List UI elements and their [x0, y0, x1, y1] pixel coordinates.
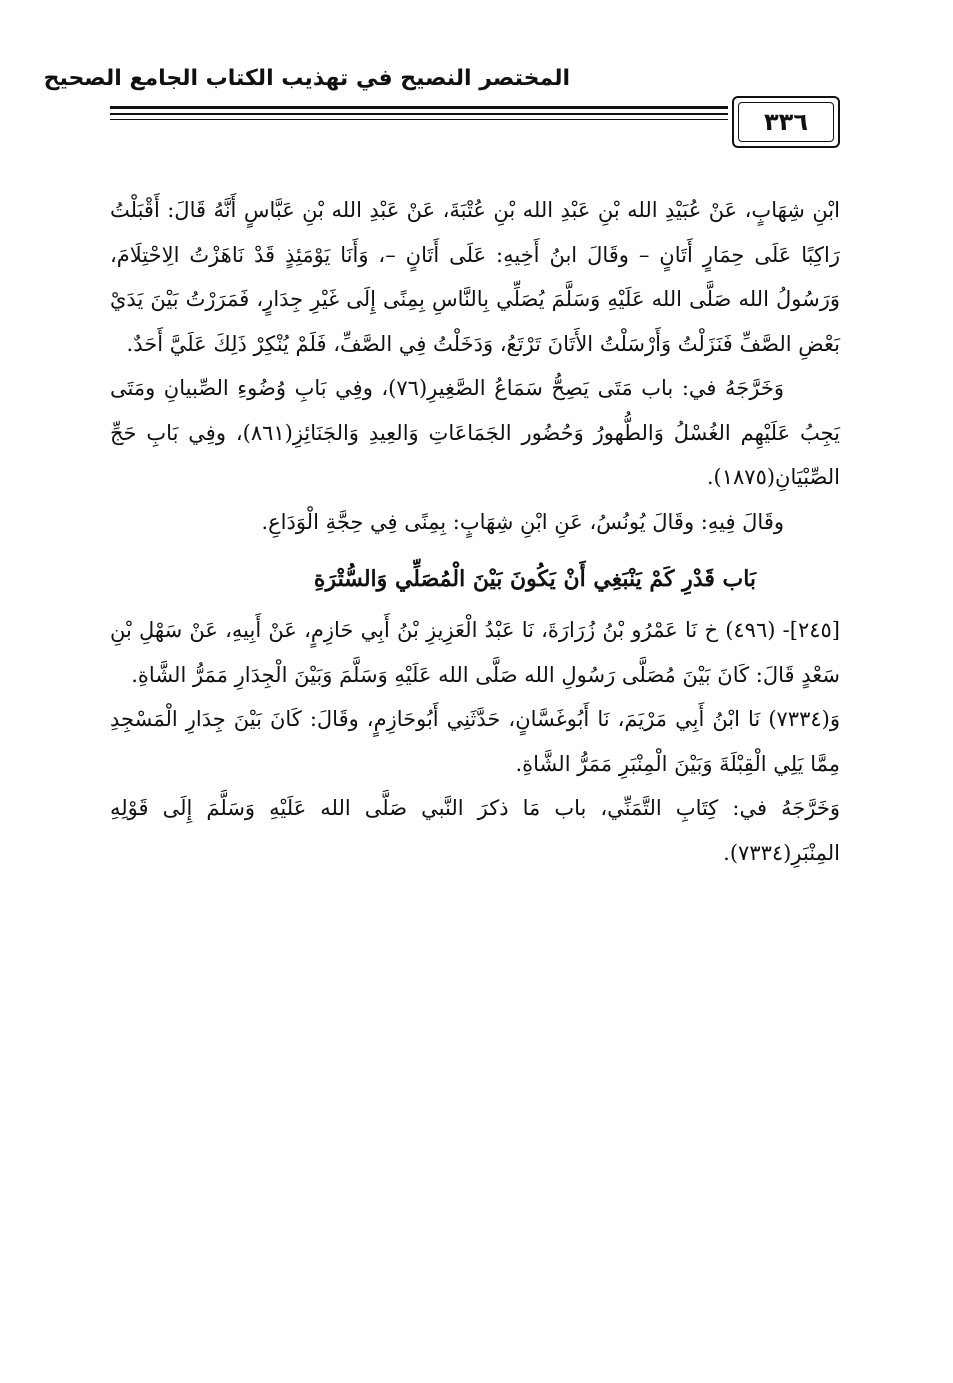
paragraph: وقَالَ فِيهِ: وقَالَ يُونُسُ، عَنِ ابْنِ شِهَابٍ: بِمِنًى فِي حِجَّةِ الْوَدَاعِ.: [261, 509, 784, 534]
paragraph: ابْنِ شِهَابٍ، عَنْ عُبَيْدِ الله بْنِ عَبْدِ الله بْنِ عُتْبَةَ، عَنْ عَبْدِ الله بْنِ عَبَّاسٍ أَنَّهُ قَالَ: أَقْبَلْتُ رَاكِبًا عَلَى حِمَارٍ أَتَانٍ – وقَالَ ابنُ أَخِيهِ: عَلَى أَتَانٍ –، وَأَنَا يَوْمَئِذٍ قَدْ نَاهَزْتُ الِاحْتِلَامَ، وَرَسُولُ الله صَلَّى الله عَلَيْهِ وَسَلَّمَ يُصَلِّي بِالنَّاسِ بِمِنًى إِلَى غَيْرِ جِدَارٍ، فَمَرَرْتُ بَيْنَ يَدَيْ بَعْضِ الصَّفِّ فَنَزَلْتُ وَأَرْسَلْتُ الأَتَانَ تَرْتَعُ، وَدَخَلْتُ فِي الصَّفِّ، فَلَمْ يُنْكِرْ ذَلِكَ عَلَيَّ أَحَدٌ.: [110, 198, 840, 356]
paragraph: [٢٤٥]- (٤٩٦) خ نَا عَمْرُو بْنُ زُرَارَةَ، نَا عَبْدُ الْعَزِيزِ بْنُ أَبِي حَازِمٍ، عَنْ أَبِيهِ، عَنْ سَهْلِ بْنِ سَعْدٍ قَالَ: كَانَ بَيْنَ مُصَلَّى رَسُولِ الله صَلَّى الله عَلَيْهِ وَسَلَّمَ وَبَيْنَ الْجِدَارِ مَمَرُّ الشَّاةِ.: [110, 618, 840, 687]
page-number: ٣٣٦: [764, 108, 808, 136]
header-rule: [110, 119, 728, 120]
paragraph: وَخَرَّجَهُ في: كِتَابِ التَّمَنِّي، باب مَا ذكرَ النَّبي صَلَّى الله عَلَيْهِ وَسَلَّمَ إِلَى قَوْلِهِ المِنْبَرِ(٧٣٣٤).: [110, 796, 840, 865]
page-body: [110, 188, 840, 875]
paragraph: وَخَرَّجَهُ في: باب مَتَى يَصِحُّ سَمَاعُ الصَّغِيرِ(٧٦)، وفِي بَابِ وُضُوءِ الصِّبيانِ ومَتَى يَجِبُ عَلَيْهِم الغُسْلُ وَالطُّهورُ وَحُضُور الجَمَاعَاتِ وَالعِيدِ وَالجَنَائِزِ(٨٦١)، وفِي بَابِ حَجِّ الصِّبْيَانِ(١٨٧٥).: [110, 376, 840, 489]
header-rule: [110, 106, 728, 109]
running-title: المختصر النصيح في تهذيب الكتاب الجامع الصحيح: [43, 66, 570, 91]
paragraph: وَ(٧٣٣٤) نَا ابْنُ أَبِي مَرْيَمَ، نَا أَبُوغَسَّانٍ، حَدَّثَنِي أَبُوحَازِمٍ، وقَالَ: كَانَ بَيْنَ جِدَارِ الْمَسْجِدِ مِمَّا يَلِي الْقِبْلَةَ وَبَيْنَ الْمِنْبَرِ مَمَرُّ الشَّاةِ.: [110, 707, 840, 776]
page-header: [43, 58, 840, 148]
header-rule: [110, 113, 728, 115]
page-number-box: [732, 96, 840, 148]
section-heading: بَاب قَدْرِ كَمْ يَنْبَغِي أَنْ يَكُونَ بَيْنَ الْمُصَلِّي وَالسُّتْرَةِ: [313, 566, 757, 592]
